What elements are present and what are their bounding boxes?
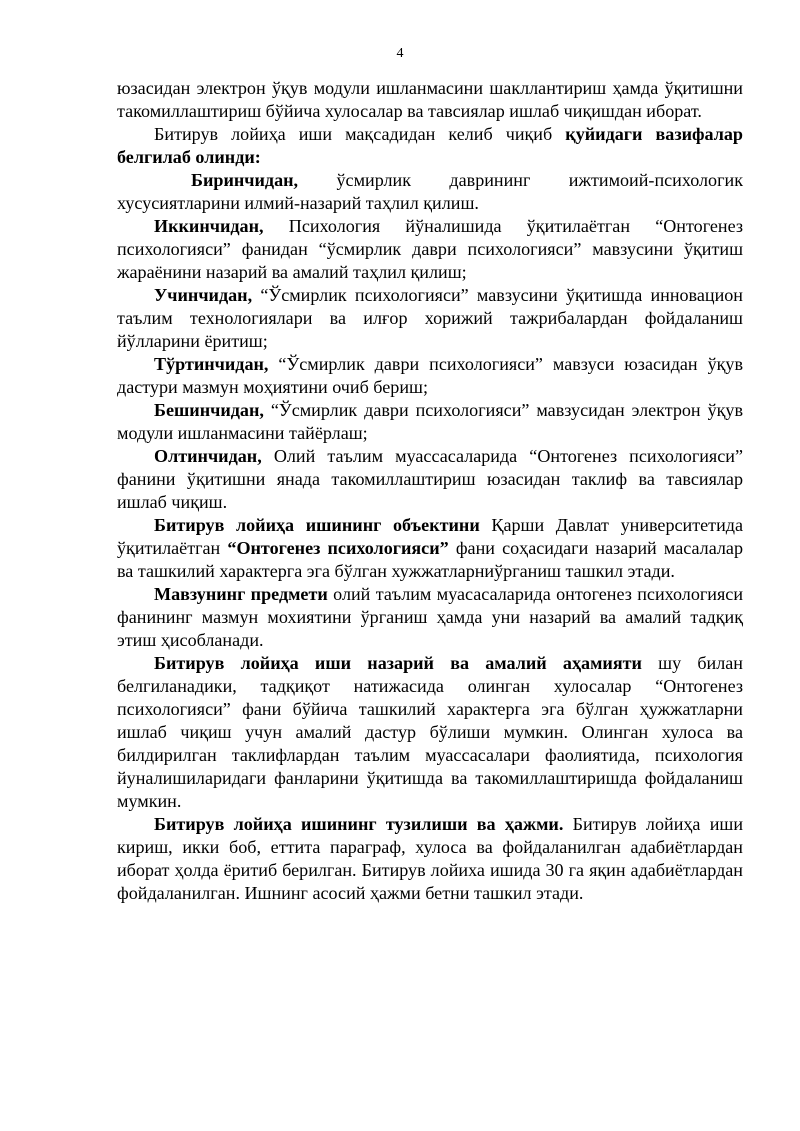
paragraph-text: “Ўсмирлик психологияси” мавзусини ўқитишда инновацион таълим технологиялари ва илғор хорижий тажрибалардан фойдаланиш йўлларини ёритиш; — [117, 285, 743, 351]
paragraph-text: Психология йўналишида ўқитилаётган “Онтогенез психологияси” фанидан “ўсмирлик даври психологияси” мавзусини ўқитиш жараёнини назарий ва амалий таҳлил қилиш; — [117, 216, 743, 282]
paragraph-text: фани соҳасидаги назарий масалалар ва ташкилий характерга эга бўлган хужжатларниўрганиш ташкил этади. — [117, 538, 743, 581]
paragraph-text: Битирув лойиҳа иши кириш, икки боб, еттита параграф, хулоса ва фойдаланилган адабиётлардан иборат ҳолда ёритиб берилган. Битирув лойиха ишида 30 га яқин адабиётлардан фойдаланилган. Ишнинг асосий ҳажми бетни ташкил этади. — [117, 814, 744, 903]
paragraph-bold-text: “Онтогенез психологияси” — [227, 538, 449, 558]
paragraph-bold-text: Бешинчидан, — [154, 400, 264, 420]
paragraph-text: олий таълим муасасаларида онтогенез психологияси фанининг мазмун мохиятини ўрганиш ҳамда уни назарий ва амалий тадқиқ этиш ҳисобланади. — [117, 584, 744, 650]
paragraph-text: ўсмирлик даврининг ижтимоий-психологик хусусиятларини илмий-назарий таҳлил қилиш. — [117, 170, 743, 213]
paragraph-text: Олий таълим муассасаларида “Онтогенез психологияси” фанини ўқитишни янада такомиллаштириш юзасидан таклиф ва тавсиялар ишлаб чиқиш. — [117, 446, 743, 512]
paragraph-text: шу билан белгиланадики, тадқиқот натижасида олинган хулосалар “Онтогенез психологияси” фани бўйича ташкилий характерга эга бўлган ҳужжатларни ишлаб чиқиш учун амалий дастур бўлиши мумкин. Олинган хулоса ва билдирилган таклифлардан таълим муассасалари фаолиятида, психология йуналишиларидаги фанларини ўқитишда ва такомиллаштиришда фойдаланиш мумкин. — [117, 653, 743, 811]
paragraph-text: “Ўсмирлик даври психологияси” мавзусидан электрон ўқув модули ишланмасини тайёрлаш; — [117, 400, 743, 443]
paragraph-text: Қарши Давлат университетида ўқитилаётган — [117, 515, 743, 558]
paragraph-bold-text: Иккинчидан, — [154, 216, 264, 236]
paragraph-task-second — [117, 215, 743, 284]
paragraph-bold-text: Мавзунинг предмети — [154, 584, 328, 604]
paragraph-bold-text: қуйидаги вазифалар белгилаб олинди: — [117, 124, 743, 167]
page-number: 4 — [396, 46, 404, 61]
paragraph-bold-text: Олтинчидан, — [154, 446, 262, 466]
paragraph-bold-text: Тўртинчидан, — [154, 354, 269, 374]
paragraph-tasks-heading — [117, 123, 743, 169]
paragraph-task-fifth — [117, 399, 743, 445]
paragraph-bold-text: Битирув лойиҳа ишининг объектини — [154, 515, 480, 535]
paragraph-task-first — [117, 169, 743, 215]
paragraph-bold-text: Учинчидан, — [154, 285, 253, 305]
paragraph-bold-text: Битирув лойиҳа ишининг тузилиши ва ҳажми. — [154, 814, 564, 834]
paragraph-structure — [117, 813, 743, 905]
paragraph-task-third — [117, 284, 743, 353]
document-body — [117, 77, 743, 905]
paragraph-text: Битирув лойиҳа иши мақсадидан келиб чиқиб — [154, 124, 566, 144]
paragraph-bold-text: Битирув лойиҳа иши назарий ва амалий аҳамияти — [154, 653, 642, 673]
paragraph-intro-continuation — [117, 77, 743, 123]
paragraph-text: “Ўсмирлик даври психологияси” мавзуси юзасидан ўқув дастури мазмун моҳиятини очиб бериш; — [117, 354, 743, 397]
paragraph-subject — [117, 583, 743, 652]
paragraph-task-sixth — [117, 445, 743, 514]
paragraph-significance — [117, 652, 743, 813]
paragraph-bold-text: Биринчидан, — [191, 170, 299, 190]
paragraph-text: юзасидан электрон ўқув модули ишланмасини шакллантириш ҳамда ўқитишни такомиллаштириш бўйича хулосалар ва тавсиялар ишлаб чиқишдан иборат. — [117, 78, 743, 121]
paragraph-task-fourth — [117, 353, 743, 399]
paragraph-object — [117, 514, 743, 583]
